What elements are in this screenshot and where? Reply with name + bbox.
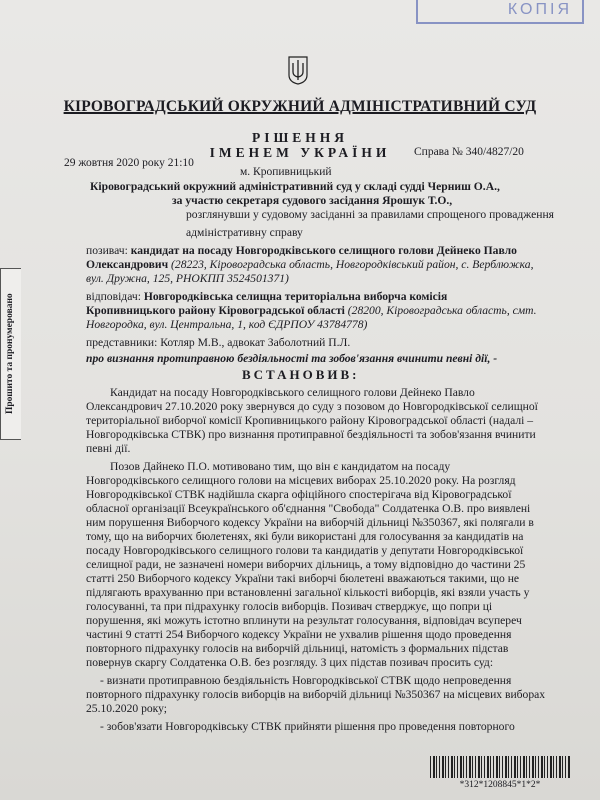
paragraph-line: повторного підрахунку голосів на виборчій дільниці, натомість з формальних підстав: [86, 642, 509, 655]
paragraph-line: порушення, які можуть істотно вплинути на результат голосування, відповідач всупереч: [86, 614, 522, 627]
paragraph-line: Кандидат на посаду Новгородківського селищного голови Дейнеко Павло: [110, 386, 475, 399]
defendant-address: Новгородка, вул. Центральна, 1, код ЄДРПОУ 43784778): [86, 318, 368, 331]
paragraph-line: голосуванні, та при підрахунку голосів виборців. Позивач стверджує, що попри ці: [86, 600, 493, 613]
plaintiff-name: Олександрович: [86, 258, 169, 271]
decision-city: м. Кропивницький: [240, 166, 332, 178]
paragraph-line: повернув скаргу Солдатенка О.В. без розгляду. З цих підстав позивач просить суд:: [86, 656, 494, 669]
paragraph-line: Новгородківського селищного голови на місцевих виборах 25.10.2020 року. На розгляд: [86, 474, 516, 487]
defendant-name: Новгородківська селищна територіальна виборча комісія: [143, 290, 448, 303]
established-heading: ВСТАНОВИВ:: [242, 367, 360, 382]
barcode: [430, 756, 570, 796]
representatives: представники: Котляр М.В., адвокат Заболотний П.Л.: [86, 336, 351, 349]
in-the-name-of-ukraine: ІМЕНЕМ УКРАЇНИ: [209, 145, 391, 160]
barcode-bars: [430, 756, 570, 778]
defendant-address: (28200, Кіровоградська область, смт.: [347, 304, 537, 317]
intro-line: Кіровоградський окружний адміністративний суд у складі судді Черниш О.А.,: [90, 180, 500, 193]
intro-line: адміністративну справу: [186, 226, 303, 239]
paragraph-line: статті 250 Виборчого кодексу України такі виборчі бюлетені вважаються такими, що не: [86, 572, 520, 585]
claim-line: - визнати протиправною бездіяльність Новгородківської СТВК щодо непроведення: [100, 674, 512, 687]
defendant-label: відповідач:: [86, 290, 141, 303]
claim-line: - зобов'язати Новгородківську СТВК прийняти рішення про проведення повторного: [100, 720, 515, 733]
paragraph-line: ним порушення Виборчого кодексу України на виборчій дільниці №350367, які полягали в: [86, 516, 534, 529]
paragraph-line: територіальної виборчої комісії Кропивницького району Кіровоградської області (надалі –: [86, 414, 534, 427]
paragraph-line: Олександрович 27.10.2020 року звернувся до суду з позовом до Новгородківської селищної: [86, 400, 538, 413]
paragraph-line: частині 9 статті 254 Виборчого кодексу України не ухвалив рішення щодо проведення: [86, 628, 512, 641]
copy-stamp: КОПІЯ: [416, 0, 584, 24]
paragraph-line: Новгородківської СТВК надійшла скарга офіційного спостерігача від Кіровоградської: [86, 488, 512, 501]
binding-side-label: Прошито та пронумеровано: [0, 268, 21, 440]
plaintiff-address: вул. Дружна, 125, РНОКПП 3524501371): [86, 272, 289, 285]
paragraph-line: Новгородківська СТВК) про визнання протиправної бездіяльності та зобов'язання вчинити: [86, 428, 536, 441]
paragraph-line: підлягають врахуванню при встановленні загальної кількості виборців, які взяли участь у: [86, 586, 530, 599]
paragraph-line: певні дії.: [86, 442, 131, 455]
intro-line: розглянувши у судовому засіданні за правилами спрощеного провадження: [186, 208, 554, 221]
paragraph-line: тому, що на виборчих бюлетенях, які були використані для голосування за кандидатів на: [86, 530, 524, 543]
case-number: Справа № 340/4827/20: [414, 146, 524, 158]
barcode-number: *312*1208845*1*2*: [459, 780, 541, 790]
court-name: КІРОВОГРАДСЬКИЙ ОКРУЖНИЙ АДМІНІСТРАТИВНИЙ СУД: [63, 98, 537, 115]
claim-line: повторного підрахунку голосів виборців на виборчій дільниці №350367 на місцевих виборах: [86, 688, 546, 701]
decision-title: РІШЕННЯ: [251, 130, 349, 145]
plaintiff-address: (28223, Кіровоградська область, Новгородківський район, с. Верблюжка,: [171, 258, 534, 271]
plaintiff-name: кандидат на посаду Новгородківського селищного голови Дейнеко Павло: [130, 244, 517, 257]
claim-line: 25.10.2020 року;: [86, 702, 167, 715]
paragraph-line: селищної ради, не зазначені номери виборчих дільниць, а тому відповідно до частини 25: [86, 558, 526, 571]
subject-of-claim: про визнання протиправною бездіяльності та зобов'язання вчинити певні дії, -: [86, 352, 498, 365]
defendant-name: Кропивницького району Кіровоградської області: [86, 304, 345, 317]
decision-date: 29 жовтня 2020 року 21:10: [64, 157, 194, 169]
paragraph-line: посаду Новгородківського селищного голови та кандидатів у депутати Новгородківської: [86, 544, 524, 557]
plaintiff-label: позивач:: [86, 244, 128, 257]
intro-line: за участю секретаря судового засідання Ярошук Т.О.,: [172, 194, 453, 207]
paragraph-line: Позов Дайнеко П.О. мотивовано тим, що він є кандидатом на посаду: [110, 460, 451, 473]
paragraph-line: обласної організації Всеукраїнського об'єднання "Свобода" Солдатенка О.В. про виявлені: [86, 502, 531, 515]
trident-coat-of-arms-icon: [287, 55, 309, 85]
